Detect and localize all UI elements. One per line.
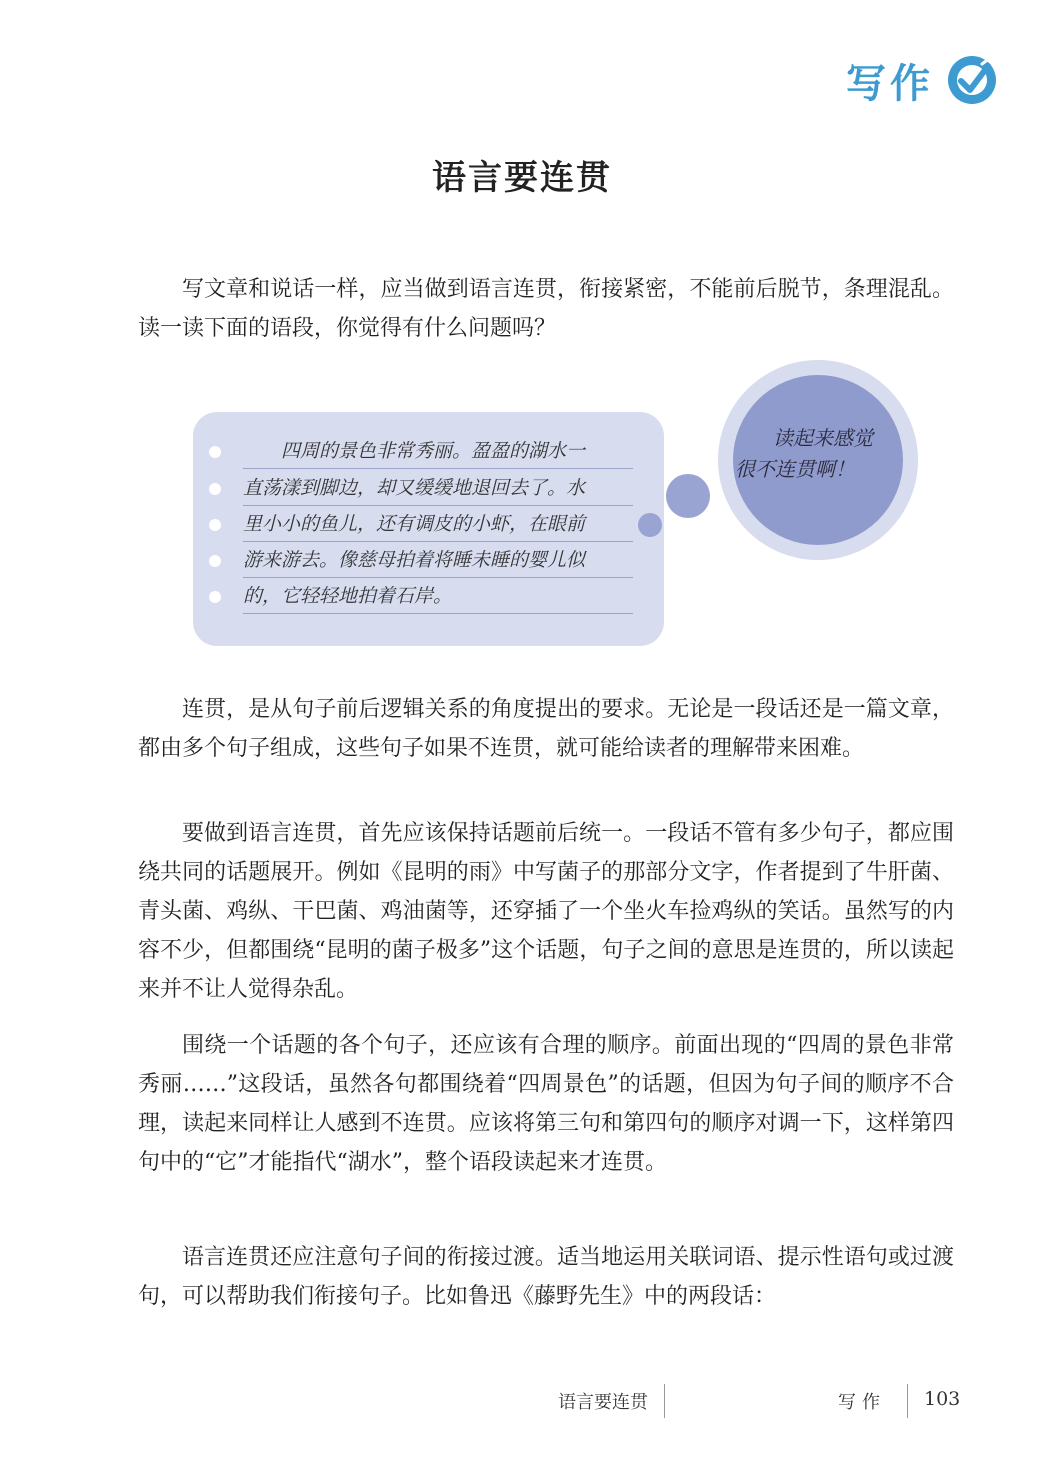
example-line: 里小小的鱼儿，还有调皮的小虾，在眼前 (243, 505, 633, 542)
thought-line: 读起来感觉 (773, 426, 873, 450)
page-number: 103 (924, 1388, 961, 1410)
footer-divider (907, 1384, 908, 1418)
bullet-dot (209, 555, 221, 567)
pen-check-icon (946, 54, 998, 106)
footer-divider (664, 1384, 665, 1418)
footer-chapter: 语言要连贯 (558, 1392, 648, 1413)
bullet-dot (209, 591, 221, 603)
thought-bubble-dot-large (666, 474, 710, 518)
page-footer (0, 1384, 1044, 1420)
paragraph-coherence: 连贯，是从句子前后逻辑关系的角度提出的要求。无论是一段话还是一篇文章，都由多个句子组成，这些句子如果不连贯，就可能给读者的理解带来困难。 (138, 697, 954, 761)
footer-section: 写作 (838, 1392, 886, 1413)
bullet-dot (209, 519, 221, 531)
paragraph-intro: 写文章和说话一样，应当做到语言连贯，衔接紧密，不能前后脱节，条理混乱。读一读下面的语段，你觉得有什么问题吗？ (138, 277, 954, 341)
example-line: 直荡漾到脚边，却又缓缓地退回去了。水 (243, 469, 633, 506)
paragraph-transition: 语言连贯还应注意句子间的衔接过渡。适当地运用关联词语、提示性语句或过渡句，可以帮助我们衔接句子。比如鲁迅《藤野先生》中的两段话： (138, 1245, 954, 1309)
paragraph-topic: 要做到语言连贯，首先应该保持话题前后统一。一段话不管有多少句子，都应围绕共同的话题展开。例如《昆明的雨》中写菌子的那部分文字，作者提到了牛肝菌、青头菌、鸡纵、干巴菌、鸡油菌等，还穿插了一个坐火车捡鸡纵的笑话。虽然写的内容不少，但都围绕“昆明的菌子极多”这个话题，句子之间的意思是连贯的，所以读起来并不让人觉得杂乱。 (138, 821, 954, 1002)
thought-line: 很不连贯啊！ (735, 457, 855, 481)
example-line: 四周的景色非常秀丽。盈盈的湖水一 (243, 432, 633, 469)
bullet-dot (209, 446, 221, 458)
section-label: 写作 (846, 60, 934, 107)
thought-bubble-text (733, 423, 883, 485)
thought-bubble-dot-small (638, 513, 662, 537)
example-line: 游来游去。像慈母拍着将睡未睡的婴儿似 (243, 541, 633, 578)
paragraph-order: 围绕一个话题的各个句子，还应该有合理的顺序。前面出现的“四周的景色非常秀丽……”这段话，虽然各句都围绕着“四周景色”的话题，但因为句子间的顺序不合理，读起来同样让人感到不连贯。应该将第三句和第四句的顺序对调一下，这样第四句中的“它”才能指代“湖水”，整个语段读起来才连贯。 (138, 1033, 954, 1175)
example-line: 的，它轻轻地拍着石岸。 (243, 577, 633, 614)
example-passage-card (193, 412, 664, 646)
bullet-dot (209, 483, 221, 495)
page-title: 语言要连贯 (432, 158, 612, 198)
section-tag (846, 52, 998, 108)
